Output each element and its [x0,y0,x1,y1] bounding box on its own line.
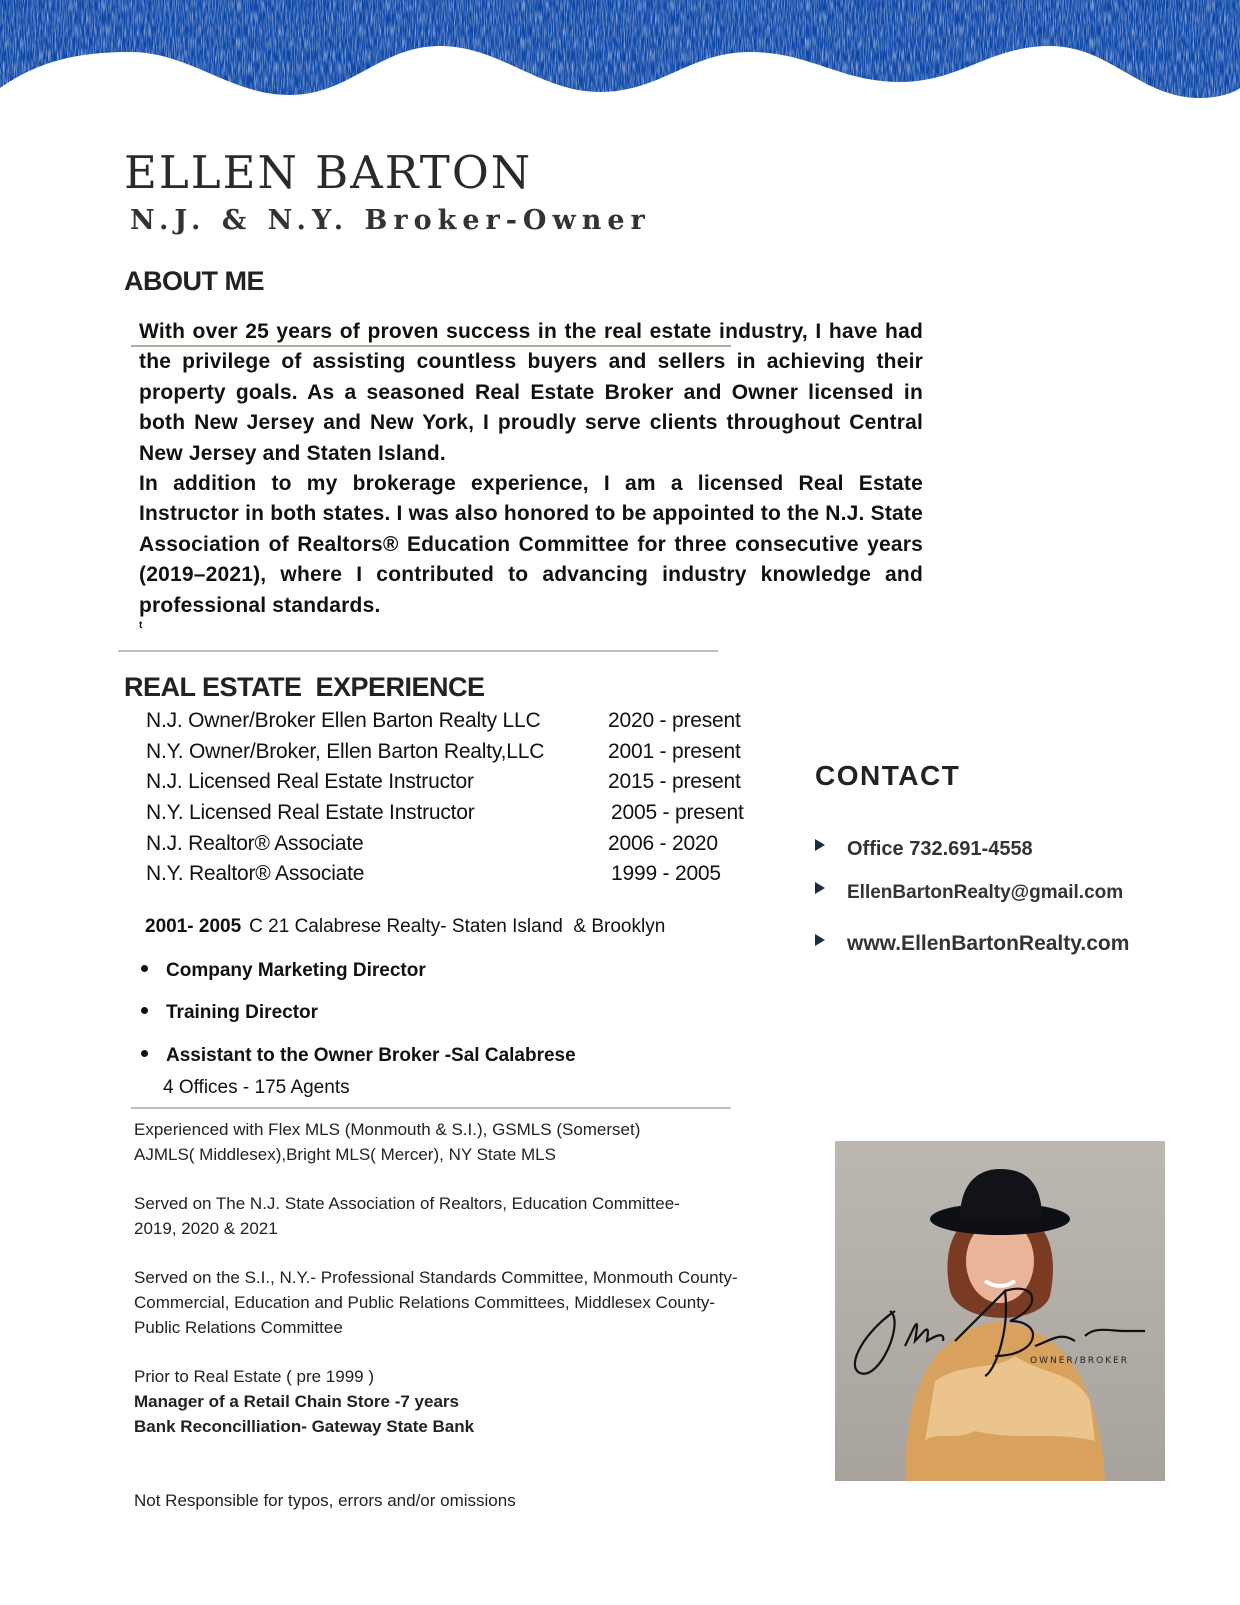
disclaimer: Not Responsible for typos, errors and/or omissions [134,1491,516,1510]
experience-row [146,859,721,890]
contact-heading: CONTACT [815,760,961,791]
bullet-icon [141,1050,148,1057]
si-committees [134,1265,834,1340]
experience-role: N.Y. Realtor® Associate [146,862,365,886]
mls-experience [134,1117,834,1167]
about-paragraph-2: In addition to my brokerage experience, I am a licensed Real Estate Instructor in both states. I was also honored to be appointed to the N.J. State Association of Realtors® Education Committee for three consecutive years (2019–2021), where I contributed to advancing industry knowledge and professional standards. [139,472,923,617]
text-line: Prior to Real Estate ( pre 1999 ) [134,1367,375,1386]
bullet-text: Training Director [166,1002,319,1023]
bullet-item [141,1002,318,1024]
text-line: Manager of a Retail Chain Store -7 years [134,1392,459,1411]
experience-list [146,706,744,890]
underline-rule [131,345,731,347]
stray-mark: t [139,620,143,631]
additional-info [134,1117,834,1463]
experience-row [146,798,744,829]
c21-entry [145,916,665,938]
bullet-text: Assistant to the Owner Broker -Sal Calabrese [166,1045,576,1066]
bullet-icon [141,965,148,972]
text-line: AJMLS( Middlesex),Bright MLS( Mercer), NY State MLS [134,1145,556,1164]
divider [118,650,718,652]
text-line: Commercial, Education and Public Relations Committees, Middlesex County- [134,1293,716,1312]
experience-row [146,767,741,798]
njsar-committee [134,1191,834,1241]
blue-wave-banner [0,0,1240,110]
c21-years: 2001- 2005 [145,916,242,937]
experience-dates: 1999 - 2005 [611,862,721,886]
signature-caption: OWNER/BROKER [1030,1356,1130,1366]
experience-row [146,706,741,737]
about-paragraph-1: With over 25 years of proven success in the real estate industry, I have had the privilege of assisting countless buyers and sellers in achieving their property goals. As a seasoned Real Estate Broker and Owner licensed in both New Jersey and New York, I proudly serve clients throughout Central New Jersey and Staten Island. [139,320,923,465]
email-link[interactable]: EllenBartonRealty@gmail.com [847,882,1124,903]
arrow-right-icon [815,882,825,894]
name-heading: ELLEN BARTON [124,146,533,199]
bullet-item [141,1045,576,1067]
signature-logo [835,1141,1165,1481]
about-heading: ABOUT ME [124,266,264,296]
prior-experience [134,1364,834,1439]
contact-website[interactable] [815,932,1129,956]
text-line: Served on The N.J. State Association of Realtors, Education Committee- [134,1194,680,1213]
divider [131,1107,731,1109]
c21-company: C 21 Calabrese Realty- Staten Island & Brooklyn [249,916,666,937]
phone-text: Office 732.691-4558 [847,838,1033,860]
profile-photo [835,1141,1165,1481]
experience-role: N.J. Licensed Real Estate Instructor [146,770,474,794]
experience-row [146,829,718,860]
bullet-icon [141,1007,148,1014]
experience-dates: 2005 - present [611,801,744,825]
arrow-right-icon [815,839,825,851]
experience-role: N.Y. Licensed Real Estate Instructor [146,801,475,825]
experience-dates: 2020 - present [608,709,741,732]
title-subheading: N.J. & N.Y. Broker-Owner [130,205,651,236]
contact-phone[interactable] [815,838,1033,861]
experience-dates: 2015 - present [608,770,741,794]
experience-role: N.Y. Owner/Broker, Ellen Barton Realty,LLC [146,739,545,763]
text-line: Served on the S.I., N.Y.- Professional Standards Committee, Monmouth County- [134,1268,738,1287]
text-line: 2019, 2020 & 2021 [134,1219,278,1238]
experience-dates: 2006 - 2020 [608,831,718,855]
text-line: Public Relations Committee [134,1318,343,1337]
website-link[interactable]: www.EllenBartonRealty.com [847,932,1130,955]
bullet-text: Company Marketing Director [166,960,426,981]
experience-role: N.J. Owner/Broker Ellen Barton Realty LLC [146,709,541,732]
experience-heading: REAL ESTATE EXPERIENCE [124,672,485,702]
about-text [139,317,923,621]
offices-text: 4 Offices - 175 Agents [163,1077,350,1098]
text-line: Bank Reconcilliation- Gateway State Bank [134,1417,475,1436]
experience-row [146,737,741,768]
experience-dates: 2001 - present [608,739,741,763]
contact-email[interactable] [815,882,1123,904]
experience-role: N.J. Realtor® Associate [146,831,364,855]
bullet-item [141,960,426,982]
text-line: Experienced with Flex MLS (Monmouth & S.I.), GSMLS (Somerset) [134,1120,641,1139]
arrow-right-icon [815,934,825,946]
